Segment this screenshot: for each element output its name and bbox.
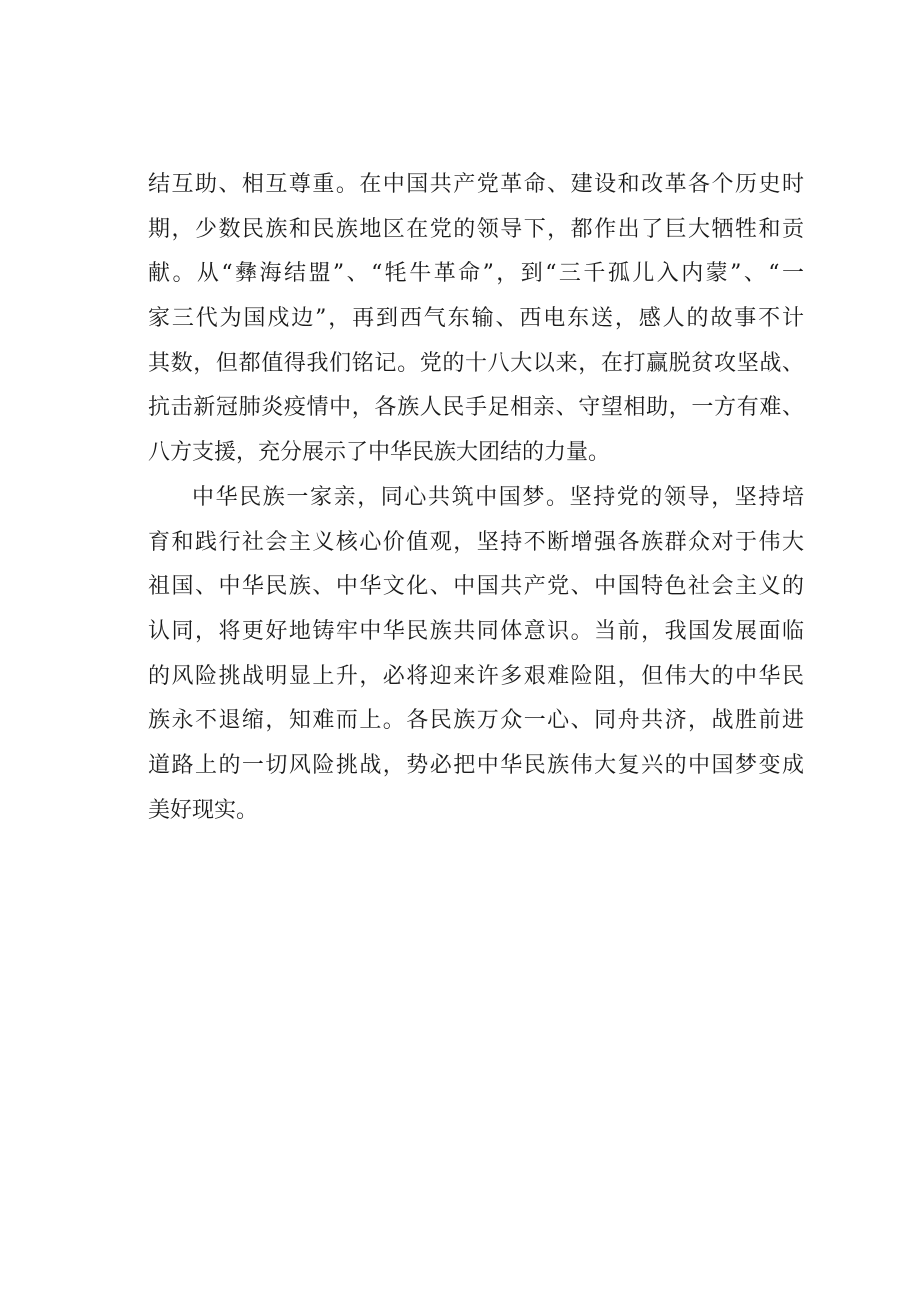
text-line: 八方支援，充分展示了中华民族大团结的力量。	[148, 440, 611, 466]
text-line: 祖国、中华民族、中华文化、中国共产党、中国特色社会主义的	[148, 574, 804, 600]
body-text	[148, 163, 804, 833]
text-line: 道路上的一切风险挑战，势必把中华民族伟大复兴的中国梦变成	[148, 752, 804, 778]
text-line: 结互助、相互尊重。在中国共产党革命、建设和改革各个历史时	[148, 172, 804, 197]
text-line: 美好现实。	[148, 797, 259, 823]
text-line: 献。从“彝海结盟”、“牦牛革命”，到“三千孤儿入内蒙”、“一	[148, 261, 804, 287]
text-line: 族永不退缩，知难而上。各民族万众一心、同舟共济，战胜前进	[148, 708, 804, 734]
text-line: 认同，将更好地铸牢中华民族共同体意识。当前，我国发展面临	[148, 618, 804, 644]
text-line: 抗击新冠肺炎疫情中，各族人民手足相亲、守望相助，一方有难、	[148, 395, 804, 421]
text-line: 期，少数民族和民族地区在党的领导下，都作出了巨大牺牲和贡	[148, 216, 804, 242]
text-line: 的风险挑战明显上升，必将迎来许多艰难险阻，但伟大的中华民	[148, 663, 804, 689]
text-line: 家三代为国戍边”，再到西气东输、西电东送，感人的故事不计	[148, 306, 804, 332]
paragraph-1	[148, 163, 804, 476]
text-line: 育和践行社会主义核心价值观，坚持不断增强各族群众对于伟大	[148, 529, 804, 555]
paragraph-2	[148, 476, 804, 834]
text-line: 中华民族一家亲，同心共筑中国梦。坚持党的领导，坚持培	[192, 484, 804, 510]
text-line: 其数，但都值得我们铭记。党的十八大以来，在打赢脱贫攻坚战、	[148, 350, 804, 376]
